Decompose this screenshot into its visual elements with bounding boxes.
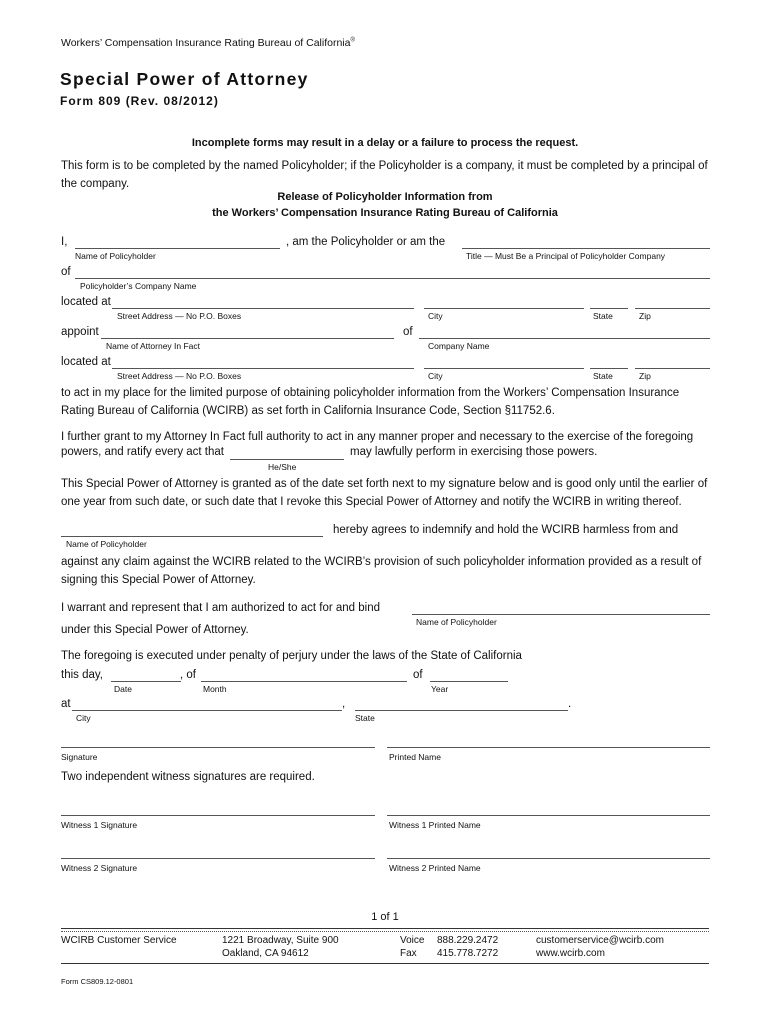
street-field-2[interactable] <box>112 368 414 369</box>
title-field[interactable] <box>462 248 710 249</box>
at-period: . <box>568 698 572 710</box>
footer-fax: 415.778.7272 <box>437 948 499 959</box>
label-company-name: Policyholder’s Company Name <box>80 281 197 291</box>
exec-state-field[interactable] <box>355 710 568 711</box>
attorney-company-field[interactable] <box>419 338 710 339</box>
footer-rule-dotted <box>61 931 709 932</box>
label-attorney-name: Name of Attorney In Fact <box>106 341 201 351</box>
org-header: Workers’ Compensation Insurance Rating Bureau of California® <box>61 37 355 49</box>
exec-city-field[interactable] <box>72 710 342 711</box>
warrant-line-2: under this Special Power of Attorney. <box>61 624 249 636</box>
footer-address-2: Oakland, CA 94612 <box>222 948 309 959</box>
line4-prefix: appoint <box>61 326 99 338</box>
state-field-1[interactable] <box>590 308 628 309</box>
witness2-signature-field[interactable] <box>61 858 375 859</box>
indemnify-text: hereby agrees to indemnify and hold the WCIRB harmless from and <box>333 524 679 536</box>
granted-paragraph: This Special Power of Attorney is granted as of the date set forth next to my signature below and is good only until the earlier of one year from such date, or such date that I revoke this Special Power of Attorney and notify the WCIRB in writing thereof. <box>61 478 708 508</box>
label-date: Date <box>114 684 132 694</box>
warrant-line-1: I warrant and represent that I am authorized to act for and bind <box>61 602 380 614</box>
label-policyholder-name: Name of Policyholder <box>75 251 156 261</box>
thisday-of2: of <box>413 669 423 681</box>
attorney-name-field[interactable] <box>101 338 394 339</box>
street-field-1[interactable] <box>112 308 414 309</box>
label-title: Title — Must Be a Principal of Policyholder Company <box>466 251 666 261</box>
heshe-field[interactable] <box>230 459 344 460</box>
witness2-name-field[interactable] <box>387 858 710 859</box>
footer-rule-top <box>61 928 709 929</box>
footer-fax-label: Fax <box>400 948 417 959</box>
grant-paragraph-2a: powers, and ratify every act that <box>61 446 224 458</box>
month-field[interactable] <box>201 681 407 682</box>
label-witness2-signature: Witness 2 Signature <box>61 863 138 873</box>
line1-middle: , am the Policyholder or am the <box>286 236 446 248</box>
line5-prefix: located at <box>61 356 111 368</box>
grant-paragraph-1: I further grant to my Attorney In Fact full authority to act in any manner proper and necessary to the exercise of the foregoing <box>61 431 694 443</box>
label-witness1-name: Witness 1 Printed Name <box>389 820 481 830</box>
label-indemnify-name: Name of Policyholder <box>66 539 147 549</box>
claim-paragraph: against any claim against the WCIRB related to the WCIRB’s provision of such policyholder information provided as a result of signing this Special Power of Attorney. <box>61 556 702 586</box>
section-heading-2: the Workers’ Compensation Insurance Rating Bureau of California <box>212 207 558 219</box>
label-witness2-name: Witness 2 Printed Name <box>389 863 481 873</box>
label-zip-2: Zip <box>639 371 651 381</box>
at-comma: , <box>342 698 346 710</box>
line2-prefix: of <box>61 266 71 278</box>
zip-field-1[interactable] <box>635 308 710 309</box>
line3-prefix: located at <box>61 296 111 308</box>
label-signature: Signature <box>61 752 98 762</box>
label-warrant-name: Name of Policyholder <box>416 617 497 627</box>
label-attorney-company: Company Name <box>428 341 490 351</box>
form-code: Form CS809.12-0801 <box>61 977 134 986</box>
label-state-2: State <box>593 371 613 381</box>
zip-field-2[interactable] <box>635 368 710 369</box>
footer-voice-label: Voice <box>400 935 425 946</box>
label-witness1-signature: Witness 1 Signature <box>61 820 138 830</box>
state-field-2[interactable] <box>590 368 628 369</box>
footer-web-link[interactable]: www.wcirb.com <box>536 948 605 959</box>
form-id: Form 809 (Rev. 08/2012) <box>60 94 219 108</box>
warning-text: Incomplete forms may result in a delay or a failure to process the request. <box>191 137 579 149</box>
label-state-1: State <box>593 311 613 321</box>
year-field[interactable] <box>430 681 508 682</box>
label-year: Year <box>431 684 449 694</box>
section-heading-1: Release of Policyholder Information from <box>277 191 493 203</box>
day-field[interactable] <box>111 681 181 682</box>
footer-rule-bottom <box>61 963 709 964</box>
thisday-of1: , of <box>180 669 196 681</box>
footer-address-1: 1221 Broadway, Suite 900 <box>222 935 339 946</box>
label-zip-1: Zip <box>639 311 651 321</box>
label-street-2: Street Address — No P.O. Boxes <box>117 371 242 381</box>
label-exec-city: City <box>76 713 91 723</box>
thisday-prefix: this day, <box>61 669 103 681</box>
warrant-name-field[interactable] <box>412 614 710 615</box>
label-printed-name: Printed Name <box>389 752 441 762</box>
label-month: Month <box>203 684 227 694</box>
label-street-1: Street Address — No P.O. Boxes <box>117 311 242 321</box>
label-city-1: City <box>428 311 443 321</box>
policyholder-name-field[interactable] <box>75 248 280 249</box>
indemnify-name-field[interactable] <box>61 536 323 537</box>
line1-prefix: I, <box>61 236 68 248</box>
act-paragraph: to act in my place for the limited purpose of obtaining policyholder information from the Workers’ Compensation Insurance Rating Bureau of California (WCIRB) as set forth in California Insurance Code, Section §11752.6. <box>61 387 680 417</box>
city-field-2[interactable] <box>424 368 584 369</box>
at-prefix: at <box>61 698 71 710</box>
label-heshe: He/She <box>268 462 297 472</box>
printed-name-field[interactable] <box>387 747 710 748</box>
page-number: 1 of 1 <box>371 911 399 923</box>
grant-paragraph-2b: may lawfully perform in exercising those powers. <box>350 446 598 458</box>
label-city-2: City <box>428 371 443 381</box>
witness1-name-field[interactable] <box>387 815 710 816</box>
page-title: Special Power of Attorney <box>60 69 309 89</box>
line4-middle: of <box>403 326 413 338</box>
city-field-1[interactable] <box>424 308 584 309</box>
label-exec-state: State <box>355 713 375 723</box>
witness1-signature-field[interactable] <box>61 815 375 816</box>
company-name-field[interactable] <box>75 278 710 279</box>
footer-voice: 888.229.2472 <box>437 935 499 946</box>
witness-note: Two independent witness signatures are required. <box>61 771 315 783</box>
signature-field[interactable] <box>61 747 375 748</box>
footer-service: WCIRB Customer Service <box>61 935 177 946</box>
intro-text: This form is to be completed by the named Policyholder; if the Policyholder is a company, it must be completed by a principal of the company. <box>61 160 708 190</box>
footer-email-link[interactable]: customerservice@wcirb.com <box>536 935 664 946</box>
executed-text: The foregoing is executed under penalty of perjury under the laws of the State of California <box>61 650 522 662</box>
